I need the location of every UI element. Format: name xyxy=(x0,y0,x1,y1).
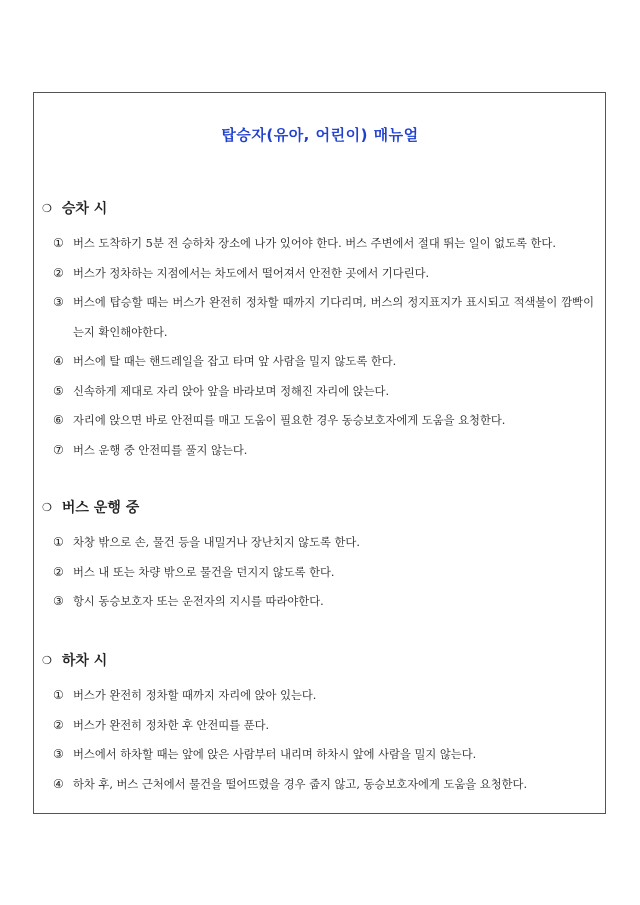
item-number: ① xyxy=(53,688,64,702)
item-text: 신속하게 제대로 자리 앉아 앞을 바라보며 정해진 자리에 앉는다. xyxy=(73,384,390,398)
item-list xyxy=(42,229,602,465)
item-text: 버스에 탈 때는 핸드레일을 잡고 타며 앞 사람을 밀지 않도록 한다. xyxy=(73,355,397,368)
item-number: ⑤ xyxy=(53,383,64,398)
list-item xyxy=(42,288,602,347)
section-heading xyxy=(42,198,602,218)
list-item xyxy=(42,770,602,800)
item-number: ② xyxy=(53,717,64,732)
list-item xyxy=(42,558,602,588)
item-number: ③ xyxy=(53,594,64,608)
list-item xyxy=(42,406,602,436)
item-text: 버스 내 또는 차량 밖으로 물건을 던지지 않도록 한다. xyxy=(73,565,335,579)
list-item xyxy=(42,229,602,259)
section-heading xyxy=(42,497,602,517)
item-text: 항시 동승보호자 또는 운전자의 지시를 따라야한다. xyxy=(73,595,324,608)
circle-bullet-icon: ❍ xyxy=(42,653,52,667)
circle-bullet-icon: ❍ xyxy=(42,201,52,215)
item-number: ⑥ xyxy=(53,413,64,427)
section-heading-text: 하차 시 xyxy=(61,653,108,669)
section-alighting xyxy=(42,650,602,799)
list-item xyxy=(42,259,602,289)
item-number: ① xyxy=(53,535,64,549)
list-item xyxy=(42,347,602,377)
list-item xyxy=(42,711,602,741)
item-number: ④ xyxy=(53,776,64,791)
item-number: ③ xyxy=(53,295,64,309)
list-item xyxy=(42,377,602,407)
item-text: 자리에 앉으면 바로 안전띠를 매고 도움이 필요한 경우 동승보호자에게 도움을 요청한다. xyxy=(73,414,506,427)
item-number: ① xyxy=(53,236,64,250)
list-item xyxy=(42,436,602,466)
circle-bullet-icon: ❍ xyxy=(42,500,52,514)
item-number: ⑦ xyxy=(53,442,64,457)
section-boarding xyxy=(42,198,602,465)
list-item xyxy=(42,740,602,770)
item-list xyxy=(42,681,602,799)
section-heading-text: 버스 운행 중 xyxy=(61,500,140,516)
item-text: 버스 도착하기 5분 전 승하차 장소에 나가 있어야 한다. 버스 주변에서 절대 뛰는 일이 없도록 한다. xyxy=(73,237,556,250)
item-text: 버스에서 하차할 때는 앞에 앉은 사람부터 내리며 하차시 앞에 사람을 밀지 않는다. xyxy=(73,748,477,761)
item-number: ② xyxy=(53,564,64,579)
item-number: ④ xyxy=(53,354,64,368)
list-item xyxy=(42,681,602,711)
item-text: 하차 후, 버스 근처에서 물건을 떨어뜨렸을 경우 줍지 않고, 동승보호자에게 도움을 요청한다. xyxy=(73,777,528,791)
list-item xyxy=(42,528,602,558)
list-item xyxy=(42,587,602,617)
section-heading-text: 승차 시 xyxy=(61,201,108,217)
item-text: 버스가 완전히 정차한 후 안전띠를 푼다. xyxy=(73,718,270,732)
item-text: 차창 밖으로 손, 물건 등을 내밀거나 장난치지 않도록 한다. xyxy=(73,536,360,549)
item-text: 버스 운행 중 안전띠를 풀지 않는다. xyxy=(73,443,248,457)
item-list xyxy=(42,528,602,617)
item-text: 버스에 탑승할 때는 버스가 완전히 정차할 때까지 기다리며, 버스의 정지표지가 표시되고 적색불이 깜빡이는지 확인해야한다. xyxy=(73,296,594,339)
document-title: 탑승자(유아, 어린이) 매뉴얼 xyxy=(221,126,419,144)
item-number: ② xyxy=(53,265,64,280)
item-text: 버스가 정차하는 지점에서는 차도에서 떨어져서 안전한 곳에서 기다린다. xyxy=(73,266,430,280)
section-in-transit xyxy=(42,497,602,617)
item-number: ③ xyxy=(53,747,64,761)
section-heading xyxy=(42,650,602,670)
item-text: 버스가 완전히 정차할 때까지 자리에 앉아 있는다. xyxy=(73,689,317,702)
